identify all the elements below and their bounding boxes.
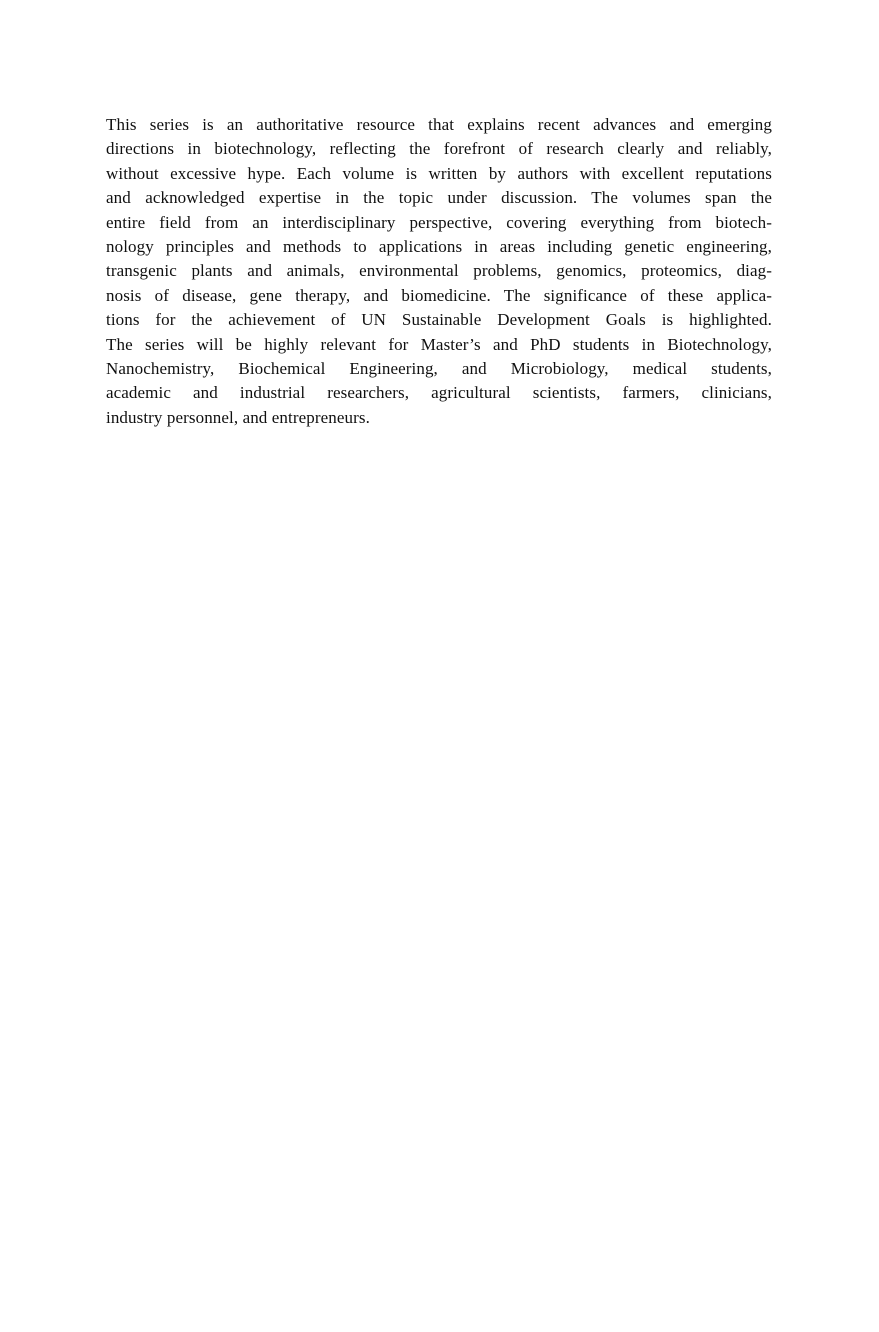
paragraph-line: entire field from an interdisciplinary perspective, covering everything from biotech- [106,212,772,232]
paragraph-line: The series will be highly relevant for Master’s and PhD students in Biotechnology, [106,334,772,354]
paragraph-line: nosis of disease, gene therapy, and biomedicine. The significance of these applica- [106,285,772,305]
paragraph-line: This series is an authoritative resource that explains recent advances and emerging [106,115,772,134]
paragraph-line: nology principles and methods to applications in areas including genetic engineering, [106,236,772,256]
paragraph-line: academic and industrial researchers, agricultural scientists, farmers, clinicians, [106,383,772,403]
paragraph-line: without excessive hype. Each volume is written by authors with excellent reputations [106,163,772,183]
paragraph-line: tions for the achievement of UN Sustainable Development Goals is highlighted. [106,310,772,330]
paragraph-line: Nanochemistry, Biochemical Engineering, and Microbiology, medical students, [106,358,772,378]
paragraph-line: transgenic plants and animals, environmental problems, genomics, proteomics, diag- [106,261,772,281]
paragraph-line: and acknowledged expertise in the topic under discussion. The volumes span the [106,188,772,208]
paragraph-line: industry personnel, and entrepreneurs. [106,407,370,427]
series-description-paragraph [106,113,772,430]
paragraph-line: directions in biotechnology, reflecting the forefront of research clearly and reliably, [106,139,772,159]
